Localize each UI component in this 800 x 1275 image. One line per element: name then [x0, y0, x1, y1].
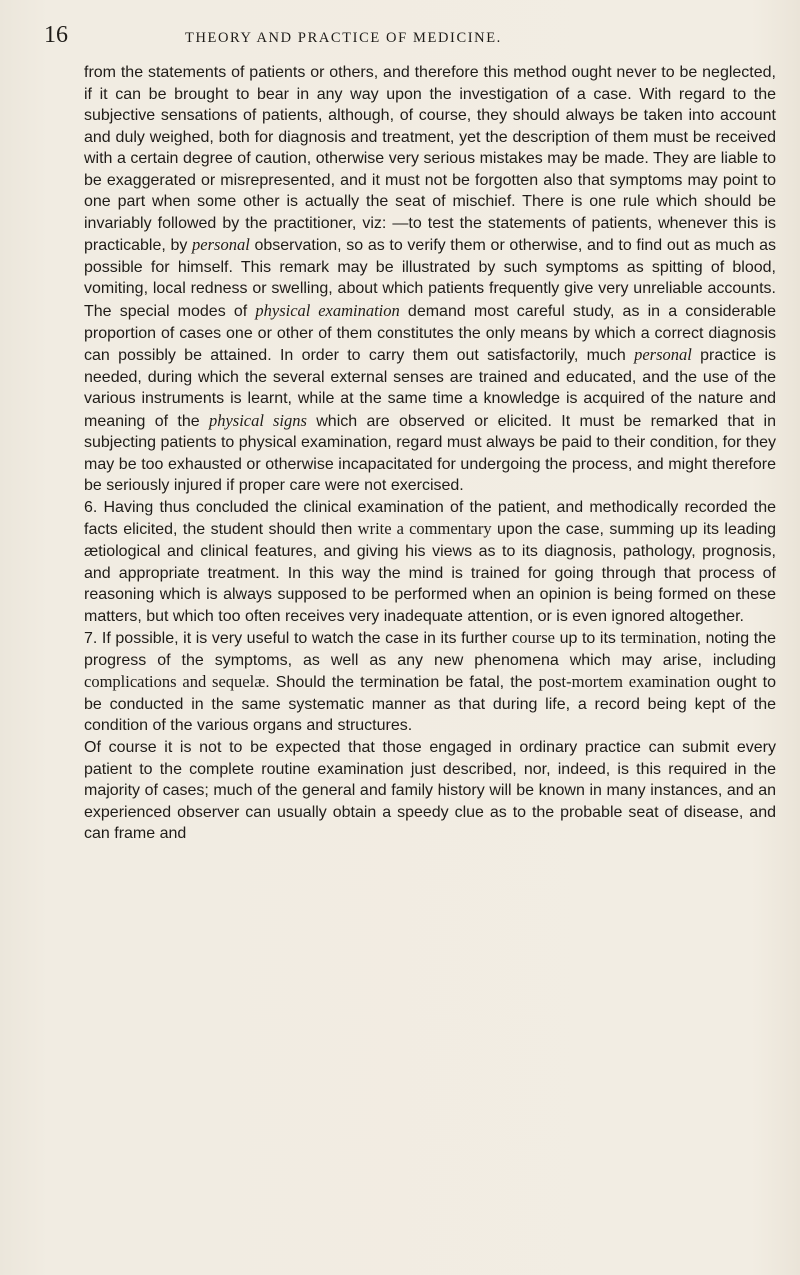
paragraph [84, 737, 776, 845]
text-run: Of course it is not to be expected that those engaged in ordinary practice can submit every patient to the complete routine examination just described, nor, indeed, is this required in the majority of cases; much of the general and family history will be known in many instances, and an experienced observer can usually obtain a speedy clue as to the probable seat of disease, and can frame and [84, 738, 776, 843]
text-run: up to its [555, 630, 621, 648]
text-run: 7. If possible, it is very useful to watch the case in its further [84, 630, 512, 648]
text-run: from the statements of patients or others, and therefore this method ought never to be neglected, if it can be brought to bear in any way upon the investigation of a case. With regard to the subjective sensations of patients, although, of course, they should always be taken into account and duly weighed, both for diagnosis and treatment, yet the description of them must be received with a certain degree of caution, otherwise very serious mistakes may be made. They are liable to be exaggerated or misrepresented, and it must not be forgotten also that symptoms may point to one part when some other is actually the seat of mischief. There is one rule which should be invariably followed by the practitioner, viz: —to test the statements of patients, whenever this is practicable, by [84, 64, 776, 255]
paragraph [84, 62, 776, 497]
page-number: 16 [44, 22, 68, 48]
text-run: which are observed or elicited. It must be remarked that in subjecting patients to physical examination, regard must always be paid to their condition, for they may be too exhausted or otherwise incapacitated for undergoing the process, and might therefore be seriously injured if proper care were not exercised. [84, 412, 776, 495]
italic-text: personal [634, 345, 692, 365]
running-head [44, 22, 764, 52]
italic-text: physical examination [255, 301, 400, 321]
paragraph [84, 497, 776, 627]
text-run: practice is needed, during which the several external senses are trained and educated, and the use of the various instruments is learnt, while at the same time a knowledge is acquired of the nature and meaning of the [84, 347, 777, 430]
text-run: demand most careful study, as in a considerable proportion of cases one or other of them constitutes the only means by which a correct diagnosis can possibly be attained. In order to carry them out satisfactorily, much [84, 303, 776, 365]
emphasized-text: termination [620, 628, 697, 648]
text-run: . Should the termination be fatal, the [265, 674, 539, 692]
text-run: 6. Having thus concluded the clinical examination of the patient, and methodically recorded the facts elicited, the student should then [84, 498, 776, 539]
paragraph [84, 627, 776, 737]
text-run: , noting the progress of the symptoms, as well as any new phenomena which may arise, including [84, 630, 777, 669]
emphasized-text: complications and sequelæ [84, 672, 266, 692]
text-run: upon the case, summing up its leading ætiological and clinical features, and giving his views as to its diagnosis, pathology, prognosis, and appropriate treatment. In this way the mind is trained for going through that process of reasoning which is always supposed to be performed when an opinion is being formed on these matters, but which too often receives very inadequate attention, or is even ignored altogether. [84, 521, 776, 625]
italic-text: personal [192, 235, 250, 255]
text-run: ought to be conducted in the same systematic manner as that during life, a record being kept of the condition of the various organs and structures. [84, 674, 777, 735]
emphasized-text: course [511, 628, 555, 648]
body-text [84, 62, 776, 845]
emphasized-text: post-mortem examination [538, 672, 711, 692]
emphasized-text: write a commentary [357, 519, 492, 539]
text-run: observation, so as to verify them or otherwise, and to find out as much as possible for himself. This remark may be illustrated by such symptoms as spitting of blood, vomiting, local redness or swelling, about which patients frequently give very unreliable accounts. The special modes of [84, 237, 776, 321]
running-title: THEORY AND PRACTICE OF MEDICINE. [185, 30, 502, 46]
italic-text: physical signs [208, 410, 307, 430]
